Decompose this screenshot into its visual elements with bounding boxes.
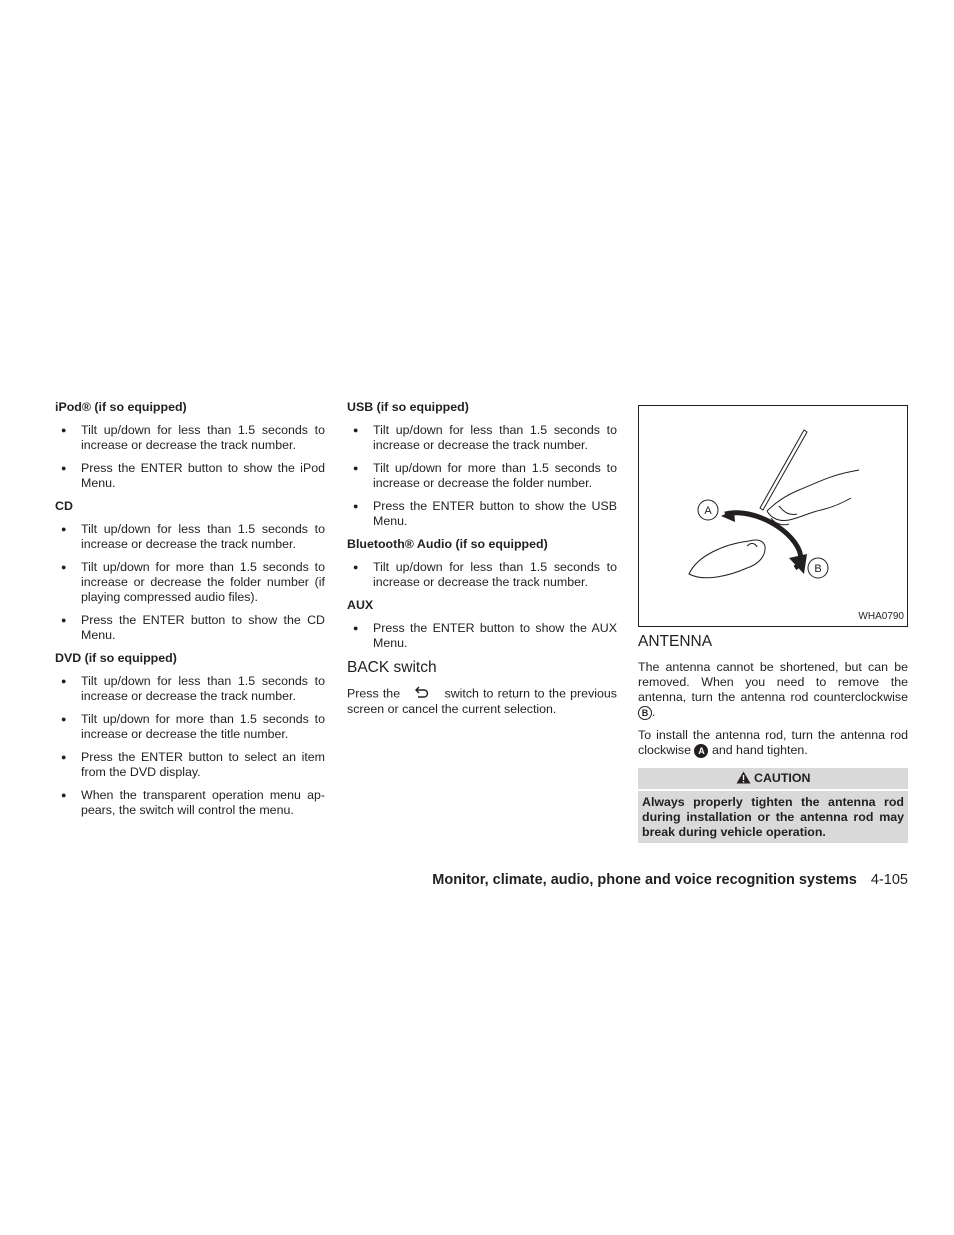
antenna-figure (638, 405, 908, 627)
antenna-p2-end: and hand tighten. (711, 743, 808, 757)
left-column (55, 400, 325, 826)
back-switch-paragraph (347, 686, 617, 717)
caution-label: CAUTION (754, 771, 811, 785)
page-number: 4-105 (870, 872, 908, 888)
caution-text: Always properly tighten the antenna rod during installation or the antenna rod may break during vehicle operation. (642, 795, 904, 839)
cd-heading: CD (55, 499, 73, 513)
antenna-p1-text: The antenna cannot be shortened, but can be removed. When you need to remove the antenna, turn the antenna rod counterclockwise (638, 660, 908, 704)
bluetooth-list (347, 560, 617, 590)
middle-column (347, 400, 617, 725)
list-item: ● Press the ENTER button to show the iPod Menu. (55, 461, 325, 491)
back-text-pre: Press the (347, 686, 401, 701)
list-item: ● When the transparent operation menu ap-pears, the switch will control the menu. (55, 788, 325, 818)
antenna-p2-text: To install the antenna rod, turn the antenna rod clockwise (638, 728, 908, 757)
usb-list (347, 423, 617, 529)
dvd-heading: DVD (if so equipped) (55, 651, 177, 665)
antenna-paragraph-1 (638, 660, 908, 720)
caution-heading (638, 768, 908, 791)
aux-list (347, 621, 617, 651)
marker-a: A (694, 744, 708, 758)
marker-b: B (638, 706, 652, 720)
ipod-list (55, 423, 325, 491)
antenna-paragraph-2 (638, 728, 908, 758)
antenna-heading: ANTENNA (638, 633, 713, 650)
list-item: ● Press the ENTER button to show the CD Menu. (55, 613, 325, 643)
ipod-heading: iPod® (if so equipped) (55, 400, 187, 414)
cd-list (55, 522, 325, 643)
list-item: ● Tilt up/down for more than 1.5 seconds to increase or decrease the folder number. (347, 461, 617, 491)
bluetooth-heading: Bluetooth® Audio (if so equipped) (347, 537, 548, 551)
list-item: ● Tilt up/down for more than 1.5 seconds to increase or decrease the title number. (55, 712, 325, 742)
list-item: ● Tilt up/down for less than 1.5 seconds to increase or decrease the track number. (55, 674, 325, 704)
figure-code: WHA0790 (858, 611, 904, 622)
figure-label-a: A (704, 505, 712, 517)
caution-box (638, 768, 908, 843)
back-switch-heading: BACK switch (347, 659, 437, 676)
list-item: ● Press the ENTER button to show the USB Menu. (347, 499, 617, 529)
list-item: ● Tilt up/down for less than 1.5 seconds to increase or decrease the track number. (347, 423, 617, 453)
footer-section-title: Monitor, climate, audio, phone and voice recognition systems (432, 872, 857, 888)
aux-heading: AUX (347, 598, 374, 612)
antenna-p1-end: . (652, 705, 656, 719)
page-footer (432, 872, 908, 888)
back-arrow-icon (404, 686, 440, 702)
usb-heading: USB (if so equipped) (347, 400, 469, 414)
list-item: ● Tilt up/down for less than 1.5 seconds to increase or decrease the track number. (55, 423, 325, 453)
antenna-illustration (639, 406, 907, 626)
list-item: ● Press the ENTER button to select an item from the DVD display. (55, 750, 325, 780)
dvd-list (55, 674, 325, 818)
list-item: ● Tilt up/down for less than 1.5 seconds to increase or decrease the track number. (55, 522, 325, 552)
warning-triangle-icon (736, 771, 751, 784)
back-text-post: switch to return to the previous screen or cancel the current selection. (347, 686, 617, 716)
list-item: ● Press the ENTER button to show the AUX Menu. (347, 621, 617, 651)
right-column (638, 400, 908, 843)
figure-label-b: B (814, 563, 822, 575)
list-item: ● Tilt up/down for more than 1.5 seconds to increase or decrease the folder number (if playing compressed audio files). (55, 560, 325, 605)
list-item: ● Tilt up/down for less than 1.5 seconds to increase or decrease the track number. (347, 560, 617, 590)
